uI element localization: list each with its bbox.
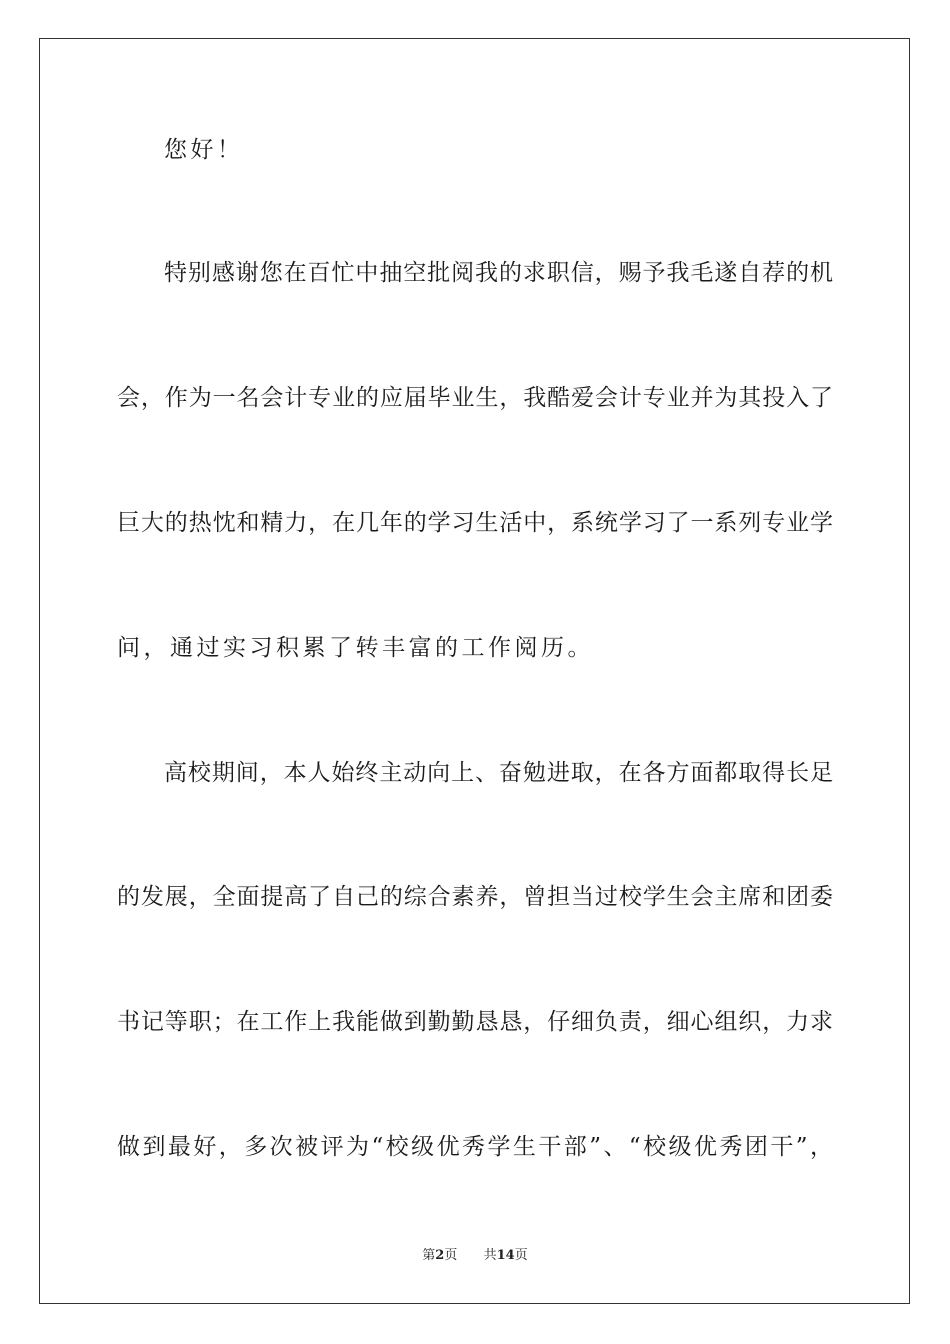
greeting-line: 您好！ [164, 137, 244, 163]
paragraph-line: 的发展，全面提高了自己的综合素养，曾担当过校学生会主席和团委 [117, 884, 833, 910]
paragraph-line: 巨大的热忱和精力，在几年的学习生活中，系统学习了一系列专业学 [117, 510, 833, 536]
page-total: 共14页 [483, 1248, 528, 1263]
page-footer [0, 1247, 950, 1265]
paragraph-line: 特别感谢您在百忙中抽空批阅我的求职信，赐予我毛遂自荐的机 [164, 260, 833, 286]
paragraph-line: 高校期间，本人始终主动向上、奋勉进取，在各方面都取得长足 [164, 760, 833, 786]
paragraph-line: 问，通过实习积累了转丰富的工作阅历。 [117, 635, 594, 661]
paragraph-line: 书记等职；在工作上我能做到勤勤恳恳，仔细负责，细心组织，力求 [117, 1009, 833, 1035]
paragraph-line: 会，作为一名会计专业的应届毕业生，我酷爱会计专业并为其投入了 [117, 385, 833, 411]
paragraph-line: 做到最好，多次被评为“校级优秀学生干部”、“校级优秀团干”， [117, 1134, 833, 1160]
page-number: 第2页 [422, 1248, 458, 1263]
page-frame [39, 38, 910, 1304]
